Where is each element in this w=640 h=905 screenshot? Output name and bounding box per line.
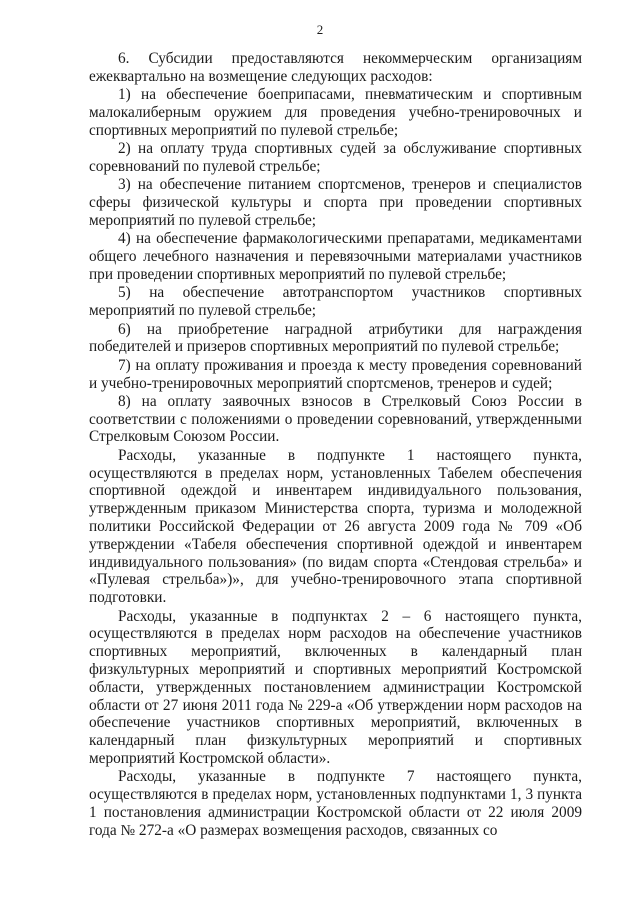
paragraph-item-6-intro: 6. Субсидии предоставляются некоммерческим организациям ежеквартально на возмещение следующих расходов: [89, 50, 582, 85]
page-number: 2 [316, 22, 324, 37]
paragraph-expenses-subitems-2-6: Расходы, указанные в подпунктах 2 – 6 настоящего пункта, осуществляются в пределах норм расходов на обеспечение участников спортивных мероприятий, включенных в календарный план физкультурных мероприятий и спортивных мероприятий Костромской области, утвержденных постановлением администрации Костромской области от 27 июня 2011 года № 229-а «Об утверждении норм расходов на обеспечение участников спортивных мероприятий, включенных в календарный план физкультурных мероприятий и спортивных мероприятий Костромской области». [89, 607, 582, 768]
paragraph-expenses-subitem-1: Расходы, указанные в подпункте 1 настоящего пункта, осуществляются в пределах норм, установленных Табелем обеспечения спортивной одеждой и инвентарем индивидуального пользования, утвержденным приказом Министерства спорта, туризма и молодежной политики Российской Федерации от 26 августа 2009 года № 709 «Об утверждении «Табеля обеспечения спортивной одеждой и инвентарем индивидуального пользования» (по видам спорта «Стендовая стрельба» и «Пулевая стрельба»)», для учебно-тренировочного этапа спортивной подготовки. [89, 446, 582, 607]
paragraph-subitem-1: 1) на обеспечение боеприпасами, пневматическим и спортивным малокалиберным оружием для проведения учебно-тренировочных и спортивных мероприятий по пулевой стрельбе; [89, 86, 582, 139]
paragraph-subitem-8: 8) на оплату заявочных взносов в Стрелковый Союз России в соответствии с положениями о проведении соревнований, утвержденными Стрелковым Союзом России. [89, 392, 582, 446]
paragraph-subitem-5: 5) на обеспечение автотранспортом участников спортивных мероприятий по пулевой стрельбе; [89, 284, 582, 320]
paragraph-subitem-4: 4) на обеспечение фармакологическими препаратами, медикаментами общего лечебного назначения и перевязочными материалами участников при проведении спортивных мероприятий по пулевой стрельбе; [89, 230, 582, 283]
paragraph-subitem-7: 7) на оплату проживания и проезда к месту проведения соревнований и учебно-тренировочных мероприятий спортсменов, тренеров и судей; [89, 356, 582, 392]
paragraph-subitem-2: 2) на оплату труда спортивных судей за обслуживание спортивных соревнований по пулевой стрельбе; [89, 140, 582, 175]
paragraph-subitem-3: 3) на обеспечение питанием спортсменов, тренеров и специалистов сферы физической культуры и спорта при проведении спортивных мероприятий по пулевой стрельбе; [89, 176, 582, 229]
paragraph-expenses-subitem-7: Расходы, указанные в подпункте 7 настоящего пункта, осуществляются в пределах норм, установленных подпунктами 1, 3 пункта 1 постановления администрации Костромской области от 22 июля 2009 года № 272-а «О размерах возмещения расходов, связанных со [89, 768, 582, 839]
document-body [89, 50, 582, 840]
paragraph-subitem-6: 6) на приобретение наградной атрибутики для награждения победителей и призеров спортивных мероприятий по пулевой стрельбе; [89, 320, 582, 356]
